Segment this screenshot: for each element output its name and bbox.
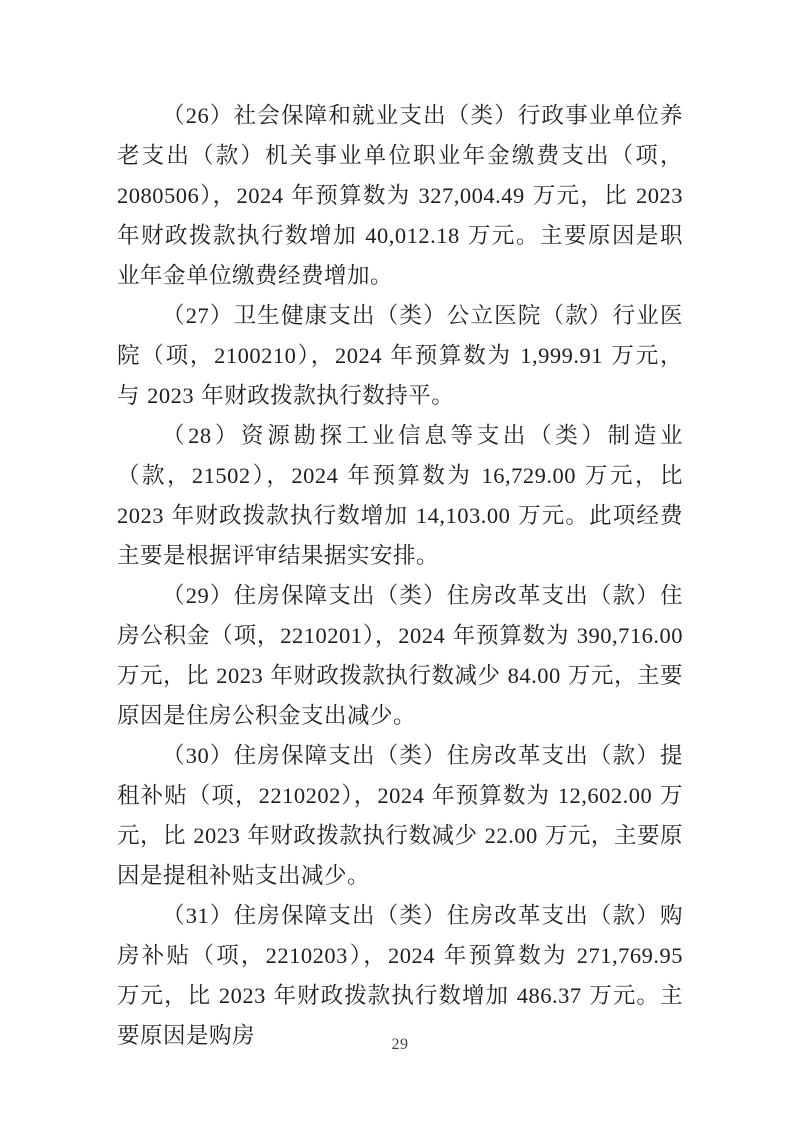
page-footer — [0, 1036, 800, 1054]
paragraph-item-30: （30）住房保障支出（类）住房改革支出（款）提租补贴（项，2210202），2024 年预算数为 12,602.00 万元，比 2023 年财政拨款执行数减少 22.00 万元，主要原因是提租补贴支出减少。 — [117, 743, 683, 888]
body-text-block — [117, 96, 683, 1056]
page-number: 29 — [391, 1036, 409, 1053]
paragraph-item-31: （31）住房保障支出（类）住房改革支出（款）购房补贴（项，2210203），2024 年预算数为 271,769.95 万元，比 2023 年财政拨款执行数增加 486.37 万元。主要原因是购房 — [117, 903, 683, 1048]
paragraph-item-27: （27）卫生健康支出（类）公立医院（款）行业医院（项，2100210），2024 年预算数为 1,999.91 万元，与 2023 年财政拨款执行数持平。 — [117, 303, 683, 408]
paragraph-item-28: （28）资源勘探工业信息等支出（类）制造业（款，21502），2024 年预算数为 16,729.00 万元，比 2023 年财政拨款执行数增加 14,103.00 万元。此项经费主要是根据评审结果据实安排。 — [117, 423, 683, 568]
paragraph-item-29: （29）住房保障支出（类）住房改革支出（款）住房公积金（项，2210201），2024 年预算数为 390,716.00 万元，比 2023 年财政拨款执行数减少 84.00 万元，主要原因是住房公积金支出减少。 — [117, 583, 683, 728]
paragraph-item-26: （26）社会保障和就业支出（类）行政事业单位养老支出（款）机关事业单位职业年金缴费支出（项，2080506），2024 年预算数为 327,004.49 万元，比 2023 年财政拨款执行数增加 40,012.18 万元。主要原因是职业年金单位缴费经费增加。 — [117, 103, 683, 288]
